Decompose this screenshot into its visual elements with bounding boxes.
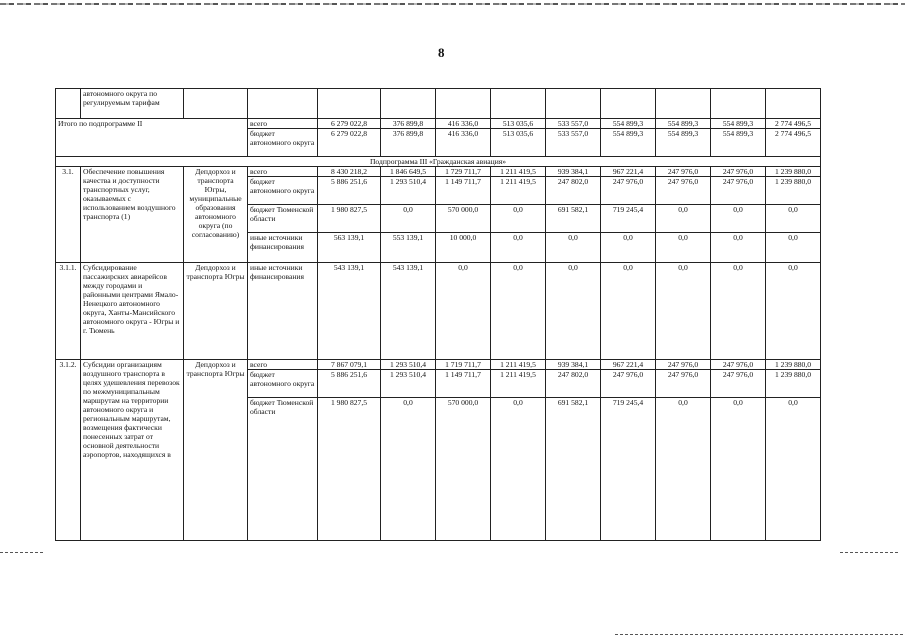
value-cell: 0,0 — [546, 263, 601, 360]
value-cell: 0,0 — [436, 263, 491, 360]
value-cell: 247 976,0 — [601, 370, 656, 398]
value-cell: 1 729 711,7 — [436, 167, 491, 177]
value-cell: 533 557,0 — [546, 119, 601, 129]
value-cell: 416 336,0 — [436, 119, 491, 129]
value-cell: 1 293 510,4 — [381, 177, 436, 205]
value-cell: 1 239 880,0 — [766, 370, 821, 398]
source-cell: бюджет автономного округа — [248, 370, 318, 398]
table-row-3-1-1 — [56, 263, 821, 360]
value-cell: 554 899,3 — [601, 119, 656, 129]
value-cell: 247 802,0 — [546, 370, 601, 398]
source-cell: всего — [248, 360, 318, 370]
row-name-cont: автономного округа по регулируемым тарифам — [81, 89, 184, 119]
value-cell: 563 139,1 — [318, 233, 381, 263]
value-cell: 1 211 419,5 — [491, 360, 546, 370]
scan-bottom-edge — [615, 634, 905, 635]
table-row-subprogram-header — [56, 157, 821, 167]
value-cell: 0,0 — [381, 205, 436, 233]
row-name: Обеспечение повышения качества и доступности транспортных услуг, оказываемых с использованием воздушного транспорта (1) — [81, 167, 184, 263]
value-cell: 554 899,3 — [711, 129, 766, 157]
value-cell: 0,0 — [766, 398, 821, 541]
value-cell: 0,0 — [601, 263, 656, 360]
value-cell: 0,0 — [766, 233, 821, 263]
row-number: 3.1. — [56, 167, 81, 263]
value-cell: 7 867 079,1 — [318, 360, 381, 370]
value-cell: 543 139,1 — [318, 263, 381, 360]
value-cell: 0,0 — [601, 233, 656, 263]
value-cell: 0,0 — [546, 233, 601, 263]
value-cell: 1 211 419,5 — [491, 177, 546, 205]
value-cell: 719 245,4 — [601, 398, 656, 541]
table-row-3-1-2 — [56, 360, 821, 370]
source-cell: бюджет автономного округа — [248, 177, 318, 205]
value-cell: 513 035,6 — [491, 129, 546, 157]
table-row-subtotal — [56, 119, 821, 129]
value-cell: 6 279 022,8 — [318, 129, 381, 157]
budget-table — [55, 88, 821, 541]
value-cell: 0,0 — [711, 398, 766, 541]
value-cell: 6 279 022,8 — [318, 119, 381, 129]
value-cell: 376 899,8 — [381, 119, 436, 129]
value-cell: 570 000,0 — [436, 205, 491, 233]
value-cell: 247 976,0 — [711, 167, 766, 177]
source-cell: бюджет Тюменской области — [248, 205, 318, 233]
value-cell: 0,0 — [491, 398, 546, 541]
value-cell: 0,0 — [656, 205, 711, 233]
value-cell: 247 976,0 — [711, 177, 766, 205]
value-cell: 691 582,1 — [546, 205, 601, 233]
value-cell: 2 774 496,5 — [766, 119, 821, 129]
scan-artifact-left — [0, 552, 45, 553]
value-cell: 247 802,0 — [546, 177, 601, 205]
value-cell: 0,0 — [766, 263, 821, 360]
value-cell: 1 293 510,4 — [381, 360, 436, 370]
value-cell: 0,0 — [491, 263, 546, 360]
value-cell: 247 976,0 — [656, 360, 711, 370]
row-executor: Депдорхоз и транспорта Югры, муниципальные образования автономного округа (по согласованию) — [184, 167, 248, 263]
value-cell: 247 976,0 — [601, 177, 656, 205]
source-cell: иные источники финансирования — [248, 233, 318, 263]
scan-top-edge — [0, 3, 905, 5]
value-cell: 376 899,8 — [381, 129, 436, 157]
value-cell: 513 035,6 — [491, 119, 546, 129]
source-cell: всего — [248, 119, 318, 129]
value-cell: 0,0 — [656, 263, 711, 360]
value-cell: 0,0 — [711, 205, 766, 233]
value-cell: 247 976,0 — [711, 360, 766, 370]
value-cell: 967 221,4 — [601, 360, 656, 370]
table-row-3-1 — [56, 167, 821, 177]
row-name: Субсидии организациям воздушного транспорта в целях удешевления перевозок по межмуниципальным маршрутам на территории автономного округа и региональным маршрутам, возмещения фактически понесенных затрат от основной деятельности аэропортов, находящихся в — [81, 360, 184, 541]
source-cell: бюджет Тюменской области — [248, 398, 318, 541]
row-number: 3.1.1. — [56, 263, 81, 360]
value-cell: 1 149 711,7 — [436, 177, 491, 205]
subtotal-label: Итого по подпрограмме II — [56, 119, 248, 157]
value-cell: 0,0 — [711, 233, 766, 263]
scan-artifact-right — [840, 552, 900, 553]
value-cell: 1 239 880,0 — [766, 177, 821, 205]
value-cell: 939 384,1 — [546, 167, 601, 177]
value-cell: 0,0 — [766, 205, 821, 233]
value-cell: 2 774 496,5 — [766, 129, 821, 157]
page-number: 8 — [438, 45, 445, 60]
value-cell: 10 000,0 — [436, 233, 491, 263]
value-cell: 247 976,0 — [656, 370, 711, 398]
value-cell: 554 899,3 — [656, 129, 711, 157]
value-cell: 533 557,0 — [546, 129, 601, 157]
value-cell: 967 221,4 — [601, 167, 656, 177]
value-cell: 719 245,4 — [601, 205, 656, 233]
value-cell: 1 719 711,7 — [436, 360, 491, 370]
value-cell: 0,0 — [491, 205, 546, 233]
value-cell: 0,0 — [711, 263, 766, 360]
value-cell: 939 384,1 — [546, 360, 601, 370]
subprogram-title: Подпрограмма III «Гражданская авиация» — [56, 157, 821, 167]
value-cell: 1 980 827,5 — [318, 205, 381, 233]
source-cell: иные источники финансирования — [248, 263, 318, 360]
table-row-continuation — [56, 89, 821, 119]
value-cell: 247 976,0 — [656, 167, 711, 177]
value-cell: 247 976,0 — [656, 177, 711, 205]
row-executor: Депдорхоз и транспорта Югры — [184, 263, 248, 360]
row-number: 3.1.2. — [56, 360, 81, 541]
value-cell: 0,0 — [656, 233, 711, 263]
value-cell: 1 846 649,5 — [381, 167, 436, 177]
value-cell: 247 976,0 — [711, 370, 766, 398]
value-cell: 554 899,3 — [711, 119, 766, 129]
value-cell: 1 211 419,5 — [491, 370, 546, 398]
row-name: Субсидирование пассажирских авиарейсов между городами и районными центрами Ямало-Ненецкого автономного округа, Ханты-Мансийского автономного округа - Югры и г. Тюмень — [81, 263, 184, 360]
value-cell: 543 139,1 — [381, 263, 436, 360]
value-cell: 554 899,3 — [656, 119, 711, 129]
value-cell: 554 899,3 — [601, 129, 656, 157]
value-cell: 5 886 251,6 — [318, 177, 381, 205]
value-cell: 691 582,1 — [546, 398, 601, 541]
source-cell: всего — [248, 167, 318, 177]
value-cell: 1 239 880,0 — [766, 167, 821, 177]
value-cell: 8 430 218,2 — [318, 167, 381, 177]
value-cell: 1 211 419,5 — [491, 167, 546, 177]
value-cell: 1 239 880,0 — [766, 360, 821, 370]
value-cell: 5 886 251,6 — [318, 370, 381, 398]
value-cell: 0,0 — [381, 398, 436, 541]
value-cell: 1 293 510,4 — [381, 370, 436, 398]
value-cell: 0,0 — [491, 233, 546, 263]
value-cell: 416 336,0 — [436, 129, 491, 157]
value-cell: 553 139,1 — [381, 233, 436, 263]
value-cell: 570 000,0 — [436, 398, 491, 541]
value-cell: 1 980 827,5 — [318, 398, 381, 541]
value-cell: 1 149 711,7 — [436, 370, 491, 398]
value-cell: 0,0 — [656, 398, 711, 541]
source-cell: бюджет автономного округа — [248, 129, 318, 157]
row-executor: Депдорхоз и транспорта Югры — [184, 360, 248, 541]
